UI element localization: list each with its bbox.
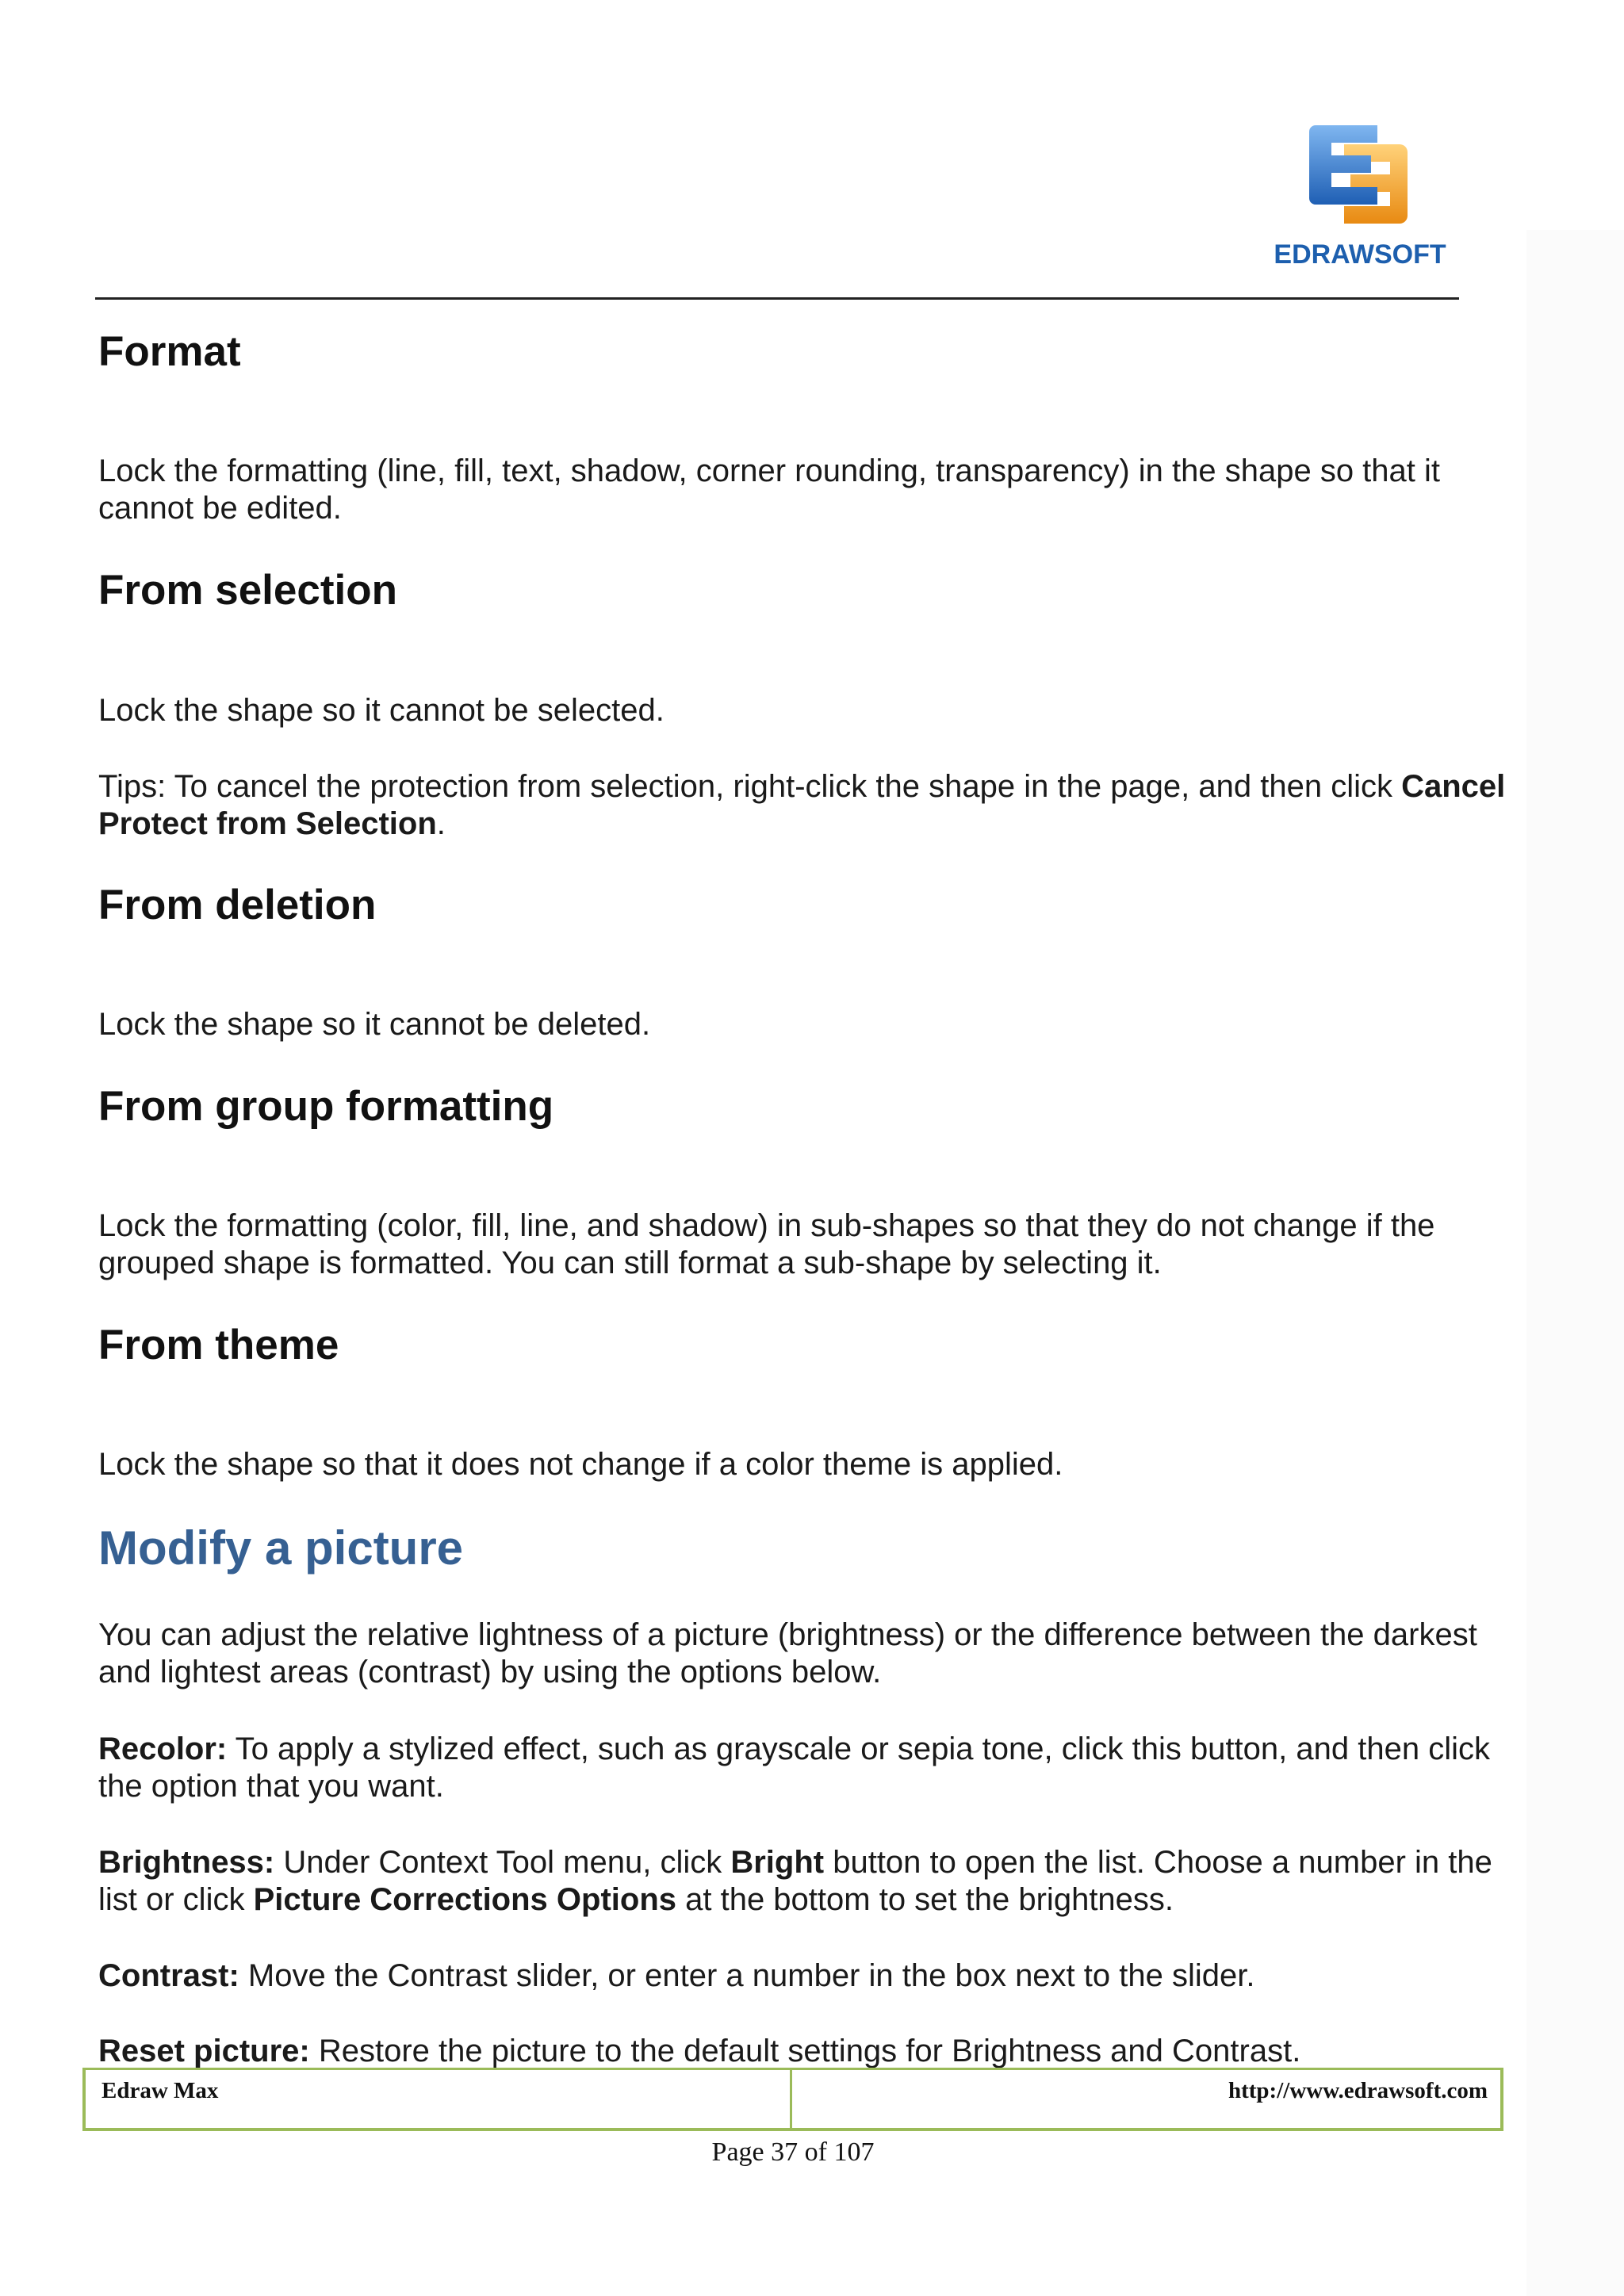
brightness-bold-1: Bright [730, 1845, 825, 1880]
contrast-label: Contrast: [98, 1958, 239, 1993]
edrawsoft-logo-icon [1304, 119, 1415, 230]
brightness-text-3: at the bottom to set the brightness. [676, 1882, 1174, 1917]
tip-bold: Cancel Protect from Selection [98, 769, 1506, 841]
contrast-paragraph [98, 1957, 1510, 1995]
brightness-bold-2: Picture Corrections Options [253, 1882, 676, 1917]
heading-from-selection: From selection [98, 567, 397, 614]
recolor-text: To apply a stylized effect, such as grayscale or sepia tone, click this button, and then click the option that you want. [98, 1732, 1490, 1804]
contrast-text: Move the Contrast slider, or enter a number in the box next to the slider. [239, 1958, 1255, 1993]
recolor-label: Recolor: [98, 1732, 228, 1766]
tip-text: Tips: To cancel the protection from selection, right-click the shape in the page, and then click [98, 769, 1402, 804]
tip-suffix: . [436, 806, 446, 841]
edrawsoft-logo [1273, 119, 1447, 277]
format-body: Lock the formatting (line, fill, text, shadow, corner rounding, transparency) in the shape so that it cannot be edited. [98, 453, 1441, 526]
from-selection-tip [98, 768, 1510, 843]
reset-label: Reset picture: [98, 2034, 310, 2068]
heading-from-deletion: From deletion [98, 882, 377, 928]
from-selection-body: Lock the shape so it cannot be selected. [98, 693, 665, 728]
brightness-text-2: button to open the list. Choose a number in the list or click [98, 1845, 1492, 1917]
logo-text: EDRAWSOFT [1274, 239, 1446, 270]
brightness-text-1: Under Context Tool menu, click [274, 1845, 731, 1880]
recolor-paragraph [98, 1731, 1510, 1805]
heading-from-group-formatting: From group formatting [98, 1083, 554, 1130]
footer-table [82, 2068, 1503, 2131]
footer-website-link[interactable]: http://www.edrawsoft.com [1228, 2078, 1488, 2103]
modify-picture-intro: You can adjust the relative lightness of a picture (brightness) or the difference between the darkest and lightest areas (contrast) by using the options below. [98, 1617, 1477, 1689]
page-number: Page 37 of 107 [711, 2137, 875, 2167]
from-group-formatting-body: Lock the formatting (color, fill, line, and shadow) in sub-shapes so that they do not change if the grouped shape is formatted. You can still format a sub-shape by selecting it. [98, 1208, 1435, 1280]
page-edge-shade [1526, 230, 1624, 2296]
header-rule [95, 297, 1459, 300]
heading-format: Format [98, 328, 241, 375]
brightness-label: Brightness: [98, 1845, 275, 1880]
heading-modify-picture: Modify a picture [98, 1521, 464, 1575]
reset-paragraph [98, 2033, 1510, 2070]
brightness-paragraph [98, 1844, 1510, 1919]
heading-from-theme: From theme [98, 1322, 339, 1368]
reset-text: Restore the picture to the default settings for Brightness and Contrast. [309, 2034, 1301, 2068]
from-theme-body: Lock the shape so that it does not change if a color theme is applied. [98, 1447, 1063, 1482]
from-deletion-body: Lock the shape so it cannot be deleted. [98, 1007, 651, 1042]
footer-product-name: Edraw Max [86, 2070, 792, 2128]
